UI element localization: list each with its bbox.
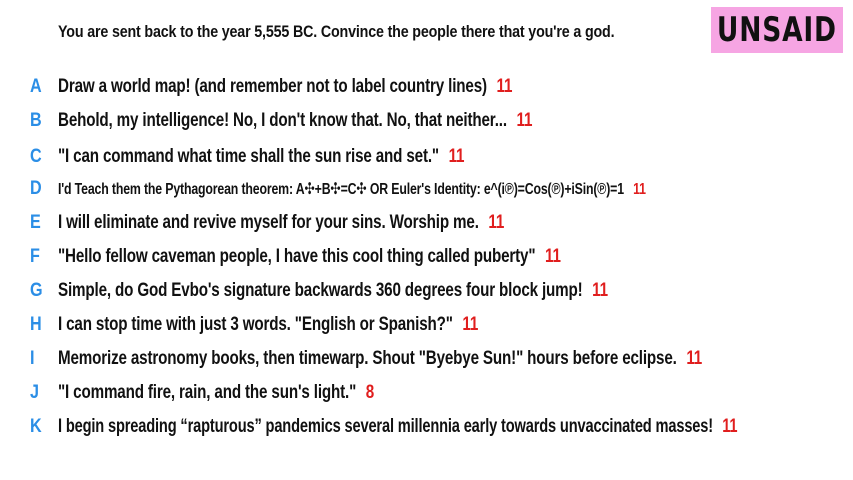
answer-text: Memorize astronomy books, then timewarp. Shout "Byebye Sun!" hours before eclipse. — [58, 348, 677, 369]
answer-row-f — [0, 242, 853, 272]
answer-row-j — [0, 378, 853, 408]
answer-letter: J — [30, 382, 39, 403]
answer-letter: C — [30, 146, 42, 167]
answer-content — [58, 76, 512, 98]
answer-text: Draw a world map! (and remember not to label country lines) — [58, 76, 487, 97]
prompt-text: You are sent back to the year 5,555 BC. Convince the people there that you're a god. — [58, 22, 615, 41]
answer-row-c — [0, 142, 853, 172]
unsaid-logo — [711, 7, 843, 53]
answer-score: 11 — [496, 76, 513, 97]
answer-score: 11 — [592, 280, 608, 301]
answer-content — [58, 280, 608, 302]
answer-row-i — [0, 344, 853, 374]
answer-row-g — [0, 276, 853, 306]
answer-text: I can stop time with just 3 words. "English or Spanish?" — [58, 314, 453, 335]
answer-score: 11 — [544, 246, 561, 267]
answer-text: Simple, do God Evbo's signature backwards 360 degrees four block jump! — [58, 280, 583, 301]
answer-text: "Hello fellow caveman people, I have this cool thing called puberty" — [58, 246, 536, 267]
answer-score: 11 — [462, 314, 479, 335]
answer-score: 11 — [633, 181, 646, 198]
answer-score: 11 — [448, 146, 465, 167]
answer-letter: H — [30, 314, 42, 335]
answer-letter: E — [30, 212, 41, 233]
answer-row-e — [0, 208, 853, 238]
answer-content — [58, 382, 374, 404]
answer-letter: F — [30, 246, 40, 267]
answer-text: I begin spreading “rapturous” pandemics several millennia early towards unvaccinated masses! — [58, 416, 713, 437]
answer-row-k — [0, 412, 853, 442]
answer-letter: G — [30, 280, 43, 301]
answer-letter: K — [30, 416, 42, 437]
answer-score: 8 — [365, 382, 375, 403]
answer-content — [58, 146, 464, 168]
answer-row-h — [0, 310, 853, 340]
answer-content — [58, 314, 478, 336]
answer-content — [58, 179, 646, 199]
answer-content — [58, 246, 561, 268]
answer-text: "I command fire, rain, and the sun's light." — [58, 382, 357, 403]
answer-text: I'd Teach them the Pythagorean theorem: A✣+B✣=C✣ OR Euler's Identity: e^(i℗)=Cos(℗)+iSin(℗)=1 — [58, 181, 624, 198]
answer-text: I will eliminate and revive myself for your sins. Worship me. — [58, 212, 479, 233]
answer-content — [58, 110, 532, 132]
answer-score: 11 — [488, 212, 505, 233]
answer-letter: D — [30, 178, 42, 199]
answer-score: 11 — [516, 110, 533, 131]
answer-text: Behold, my intelligence! No, I don't know that. No, that neither... — [58, 110, 507, 131]
answer-content — [58, 416, 737, 438]
answer-text: "I can command what time shall the sun rise and set." — [58, 146, 439, 167]
answer-row-b — [0, 106, 853, 136]
answer-row-d — [0, 174, 853, 204]
answer-content — [58, 212, 504, 234]
answer-row-a — [0, 72, 853, 102]
answer-score: 11 — [686, 348, 703, 369]
answer-letter: I — [30, 348, 35, 369]
answer-score: 11 — [722, 416, 738, 437]
answer-content — [58, 348, 702, 370]
answer-letter: B — [30, 110, 42, 131]
answer-letter: A — [30, 76, 42, 97]
logo-text: UNSAID — [717, 10, 837, 50]
